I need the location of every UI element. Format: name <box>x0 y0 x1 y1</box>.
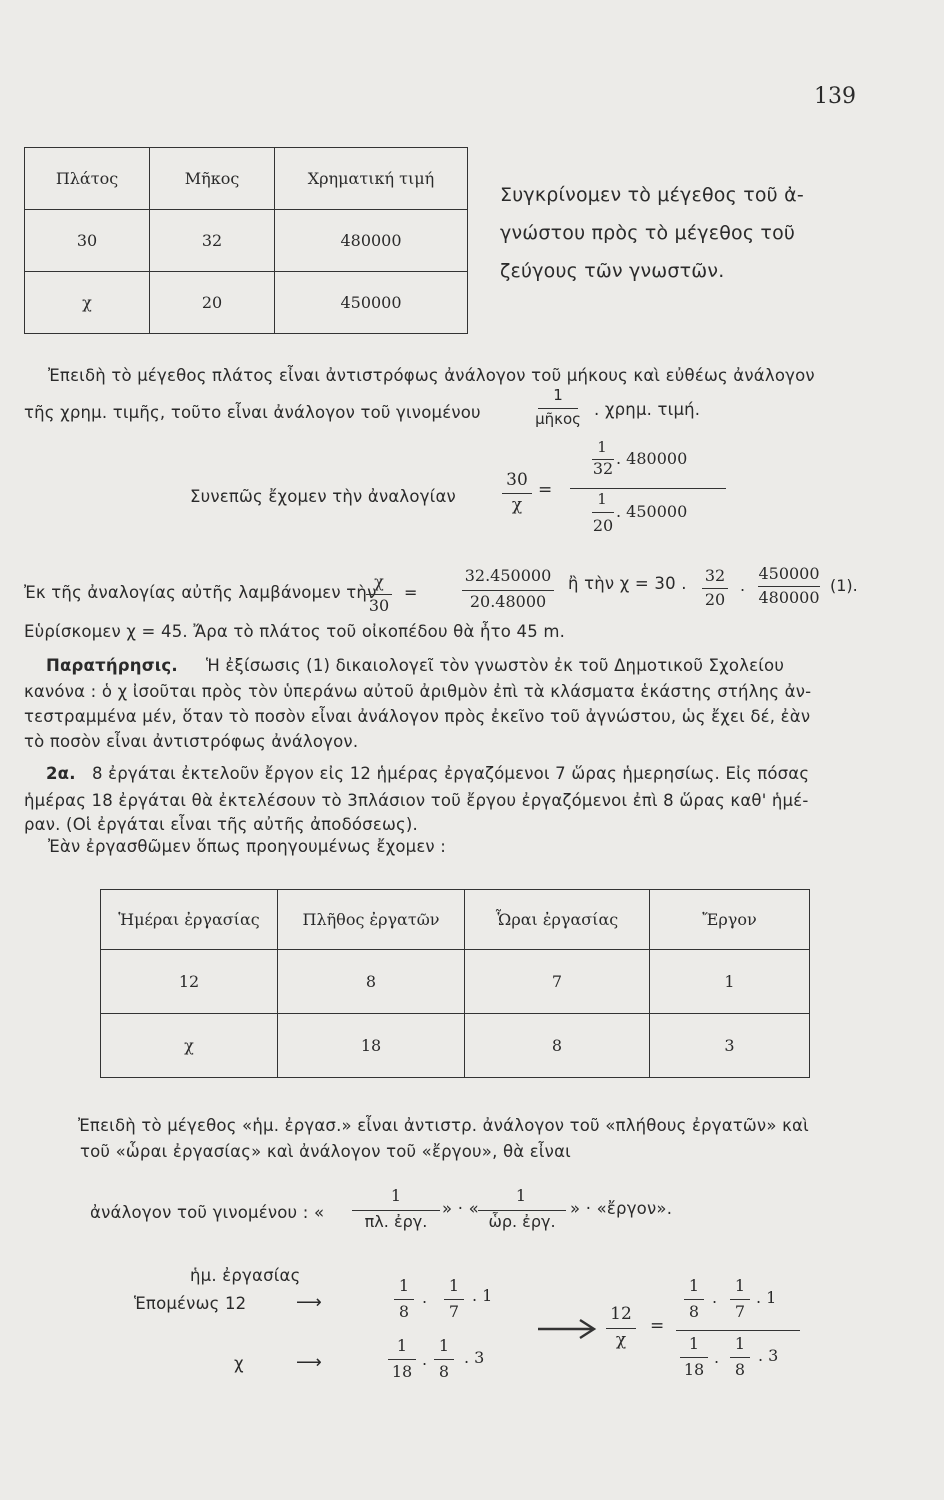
fraction-bar <box>680 1357 708 1358</box>
page-number: 139 <box>814 84 856 109</box>
table-header: Χρηματική τιμή <box>275 148 468 210</box>
column-label: ἡμ. ἐργασίας <box>190 1266 301 1285</box>
text-line: ἢ τὴν χ = 30 . <box>568 574 687 593</box>
fraction-denominator: 18 <box>391 1362 413 1381</box>
fraction-numerator: 12 <box>610 1304 632 1324</box>
fraction-numerator: 450000 <box>758 564 820 583</box>
fraction-bar <box>730 1299 750 1300</box>
text-line: ἡμέρας 18 ἐργάται θὰ ἐκτελέσουν τὸ 3πλάσιον τοῦ ἔργου ἐργαζόμενοι ἐπὶ 8 ὥρας καθ' ἡμέ- <box>24 791 809 810</box>
fraction-numerator: 1 <box>438 1336 450 1355</box>
dot: . <box>422 1350 428 1369</box>
fraction-numerator: 1 <box>398 1276 410 1295</box>
result-line: Εὑρίσκομεν χ = 45. Ἄρα τὸ πλάτος τοῦ οἰκοπέδου θὰ ἦτο 45 m. <box>24 622 566 641</box>
value: . 3 <box>758 1346 779 1365</box>
fraction-denominator: 8 <box>438 1362 450 1381</box>
fraction-denominator: χ <box>511 495 523 515</box>
text-line: τεστραμμένα μέν, ὅταν τὸ ποσὸν εἶναι ἀνάλογον πρὸς ἐκεῖνο τοῦ ἀγνώστου, ὡς ἔχει δέ, ἐὰν <box>24 707 811 726</box>
table-cell: 32 <box>150 210 275 272</box>
table-row <box>25 210 468 272</box>
fraction-bar <box>462 590 554 591</box>
fraction-denominator: πλ. ἐργ. <box>364 1212 428 1231</box>
fraction-bar <box>538 408 578 409</box>
text-line: . χρημ. τιμή. <box>594 400 701 419</box>
table-cell: 480000 <box>275 210 468 272</box>
table-header: Μῆκος <box>150 148 275 210</box>
side-note-line: Συγκρίνομεν τὸ μέγεθος τοῦ ἀ- <box>500 184 804 206</box>
table-header-row <box>25 148 468 210</box>
dot: . <box>714 1348 720 1367</box>
equals-sign: = <box>538 480 553 500</box>
fraction-denominator: 7 <box>448 1302 460 1321</box>
main-fraction-bar <box>570 488 726 489</box>
text-line: τὸ ποσὸν εἶναι ἀντιστρόφως ἀνάλογον. <box>24 732 359 751</box>
fraction-bar <box>730 1357 750 1358</box>
arrow-icon: ⟶ <box>296 1292 322 1313</box>
fraction-numerator: 1 <box>688 1334 700 1353</box>
fraction-denominator: 30 <box>368 596 390 615</box>
text-line: ραν. (Οἱ ἐργάται εἶναι τῆς αὐτῆς ἀποδόσεως). <box>24 815 418 834</box>
fraction-denominator: 7 <box>734 1302 746 1321</box>
proportion-label: Συνεπῶς ἔχομεν τὴν ἀναλογίαν <box>190 487 456 506</box>
table-cell: 3 <box>650 1014 810 1078</box>
fraction-numerator: 1 <box>734 1334 746 1353</box>
variable: χ <box>234 1354 244 1373</box>
table-row <box>101 1014 810 1078</box>
value: . 1 <box>756 1288 777 1307</box>
remark-title: Παρατήρησις. <box>46 656 178 675</box>
fraction-denominator: 32 <box>592 459 614 478</box>
text-line: Ἐκ τῆς ἀναλογίας αὐτῆς λαμβάνομεν τὴν <box>24 583 377 602</box>
problem-number: 2α. <box>46 764 76 783</box>
fraction-numerator: 1 <box>597 490 607 508</box>
table-cell: 1 <box>650 950 810 1014</box>
fraction-numerator: 30 <box>506 470 528 490</box>
fraction-bar <box>592 512 614 513</box>
fraction-denominator: 8 <box>734 1360 746 1379</box>
fraction-numerator: 1 <box>688 1276 700 1295</box>
fraction-numerator: 1 <box>597 438 607 456</box>
fraction-numerator: 1 <box>734 1276 746 1295</box>
arrow-icon: ⟶ <box>296 1352 322 1373</box>
fraction-denominator: μῆκος <box>535 410 581 428</box>
value: . 480000 <box>616 449 688 468</box>
fraction-numerator: 1 <box>553 386 563 404</box>
value: . 1 <box>472 1286 493 1305</box>
fraction-denominator: 8 <box>688 1302 700 1321</box>
text-line: Ἡ ἐξίσωσις (1) δικαιολογεῖ τὸν γνωστὸν ἐκ τοῦ Δημοτικοῦ Σχολείου <box>206 656 785 675</box>
text-line: τοῦ «ὧραι ἐργασίας» καὶ ἀνάλογον τοῦ «ἔργου», θὰ εἶναι <box>80 1142 571 1161</box>
fraction-numerator: 1 <box>396 1336 408 1355</box>
fraction-bar <box>366 594 392 595</box>
side-note-line: ζεύγους τῶν γνωστῶν. <box>500 260 725 282</box>
table-cell: 12 <box>101 950 278 1014</box>
table-header: Πλάτος <box>25 148 150 210</box>
fraction-denominator: 20 <box>704 590 726 609</box>
fraction-bar <box>702 588 728 589</box>
dot: . <box>712 1288 718 1307</box>
table-row <box>25 272 468 334</box>
table-cell: 30 <box>25 210 150 272</box>
table-cell: χ <box>25 272 150 334</box>
value: . 3 <box>464 1348 485 1367</box>
table-cell: 8 <box>278 950 465 1014</box>
table-cell: χ <box>101 1014 278 1078</box>
fraction-numerator: χ <box>374 572 384 591</box>
fraction-denominator: 18 <box>683 1360 705 1379</box>
equals-sign: = <box>404 583 418 602</box>
fraction-bar <box>352 1210 440 1211</box>
fraction-bar <box>434 1359 454 1360</box>
dot: . <box>740 576 746 595</box>
table-header: Ἡμέραι ἐργασίας <box>101 890 278 950</box>
text-line: Ἐὰν ἐργασθῶμεν ὅπως προηγουμένως ἔχομεν : <box>48 837 447 856</box>
implies-arrow-icon <box>536 1314 600 1344</box>
equation-tag: (1). <box>830 576 858 595</box>
fraction-numerator: 1 <box>448 1276 460 1295</box>
table-cell: 18 <box>278 1014 465 1078</box>
text-line: ἀνάλογον τοῦ γινομένου : « <box>90 1203 325 1222</box>
text-line: Ἑπομένως 12 <box>134 1294 247 1313</box>
table-cell: 450000 <box>275 272 468 334</box>
dimensions-table <box>24 147 468 334</box>
table-row <box>101 950 810 1014</box>
fraction-denominator: 8 <box>398 1302 410 1321</box>
fraction-denominator: ὧρ. ἐργ. <box>488 1212 556 1231</box>
text-line: Ἐπειδὴ τὸ μέγεθος «ἡμ. ἐργασ.» εἶναι ἀντιστρ. ἀνάλογον τοῦ «πλήθους ἐργατῶν» καὶ <box>78 1116 809 1135</box>
table-header: Ὧραι ἐργασίας <box>465 890 650 950</box>
fraction-numerator: 1 <box>515 1186 527 1205</box>
side-note-line: γνώστου πρὸς τὸ μέγεθος τοῦ <box>500 222 796 244</box>
text-line: Ἐπειδὴ τὸ μέγεθος πλάτος εἶναι ἀντιστρόφως ἀνάλογον τοῦ μήκους καὶ εὐθέως ἀνάλογον <box>48 366 815 385</box>
table-cell: 20 <box>150 272 275 334</box>
fraction-bar <box>444 1299 464 1300</box>
table-header-row <box>101 890 810 950</box>
text-line: κανόνα : ὁ χ ἰσοῦται πρὸς τὸν ὑπεράνω αὐτοῦ ἀριθμὸν ἐπὶ τὰ κλάσματα ἑκάστης στήλης ἀν- <box>24 682 812 701</box>
fraction-bar <box>502 493 532 494</box>
work-table <box>100 889 810 1078</box>
table-cell: 8 <box>465 1014 650 1078</box>
text-line: 8 ἐργάται ἐκτελοῦν ἔργον εἰς 12 ἡμέρας ἐργαζόμενοι 7 ὥρας ἡμερησίως. Εἰς πόσας <box>92 764 810 783</box>
value: . 450000 <box>616 502 688 521</box>
fraction-bar <box>388 1359 416 1360</box>
fraction-numerator: 32.450000 <box>464 566 552 585</box>
equals-sign: = <box>650 1316 665 1336</box>
text-line: » · « <box>442 1199 479 1218</box>
table-header: Ἔργον <box>650 890 810 950</box>
dot: . <box>422 1288 428 1307</box>
fraction-bar <box>758 586 820 587</box>
fraction-numerator: 32 <box>704 566 726 585</box>
text-line: τῆς χρημ. τιμῆς, τοῦτο εἶναι ἀνάλογον τοῦ γινομένου <box>24 403 481 422</box>
fraction-denominator: χ <box>615 1330 627 1350</box>
table-cell: 7 <box>465 950 650 1014</box>
table-header: Πλῆθος ἐργατῶν <box>278 890 465 950</box>
fraction-denominator: 20 <box>592 516 614 535</box>
main-fraction-bar <box>676 1330 800 1331</box>
fraction-bar <box>684 1299 704 1300</box>
fraction-bar <box>394 1299 414 1300</box>
fraction-bar <box>478 1210 566 1211</box>
fraction-denominator: 20.48000 <box>469 592 547 611</box>
text-line: » · «ἔργον». <box>570 1199 673 1218</box>
fraction-denominator: 480000 <box>758 588 820 607</box>
fraction-bar <box>606 1328 636 1329</box>
fraction-numerator: 1 <box>390 1186 402 1205</box>
